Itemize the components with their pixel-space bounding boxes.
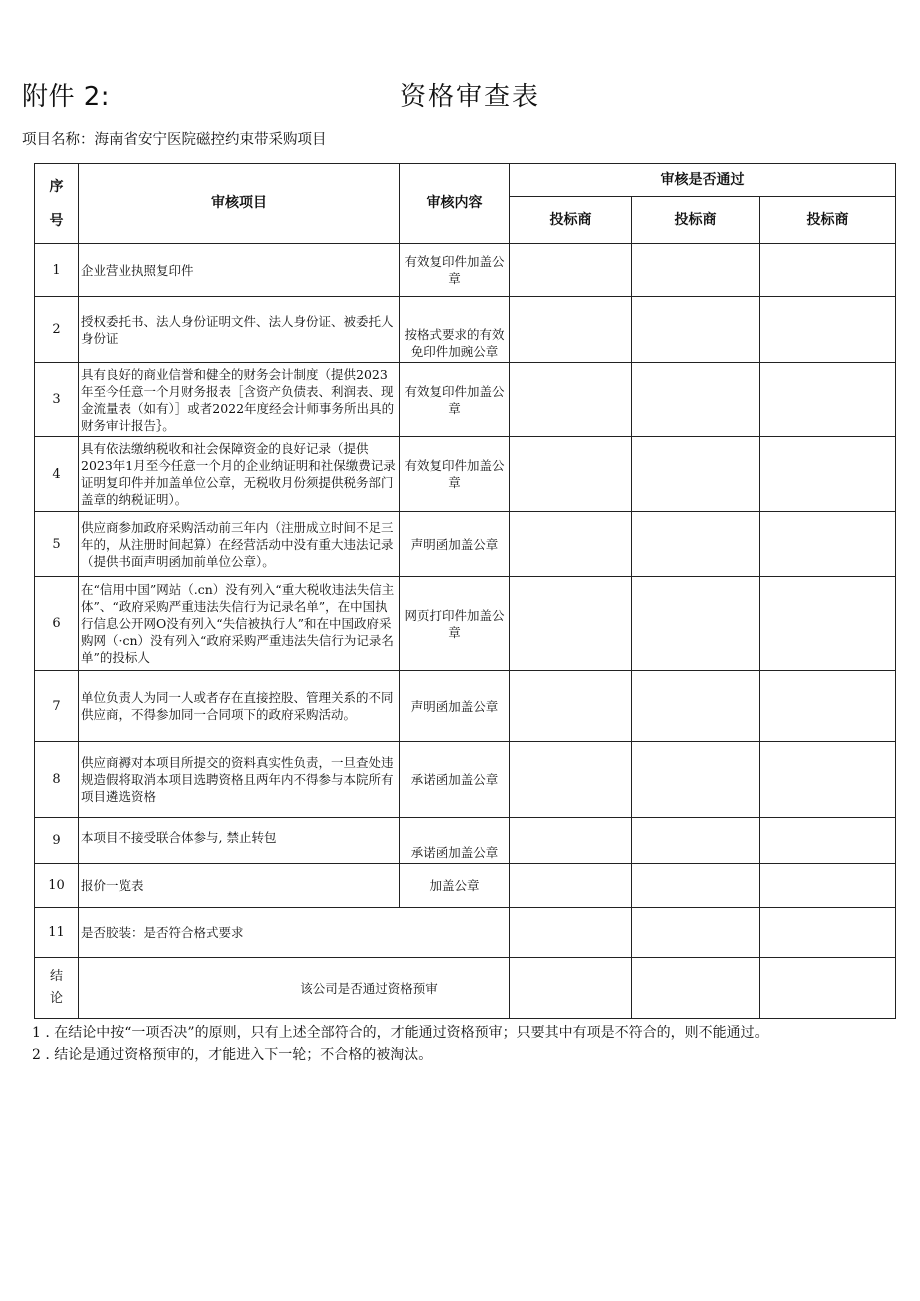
table-row xyxy=(35,512,896,577)
bidder-cell[interactable] xyxy=(760,244,896,297)
header-seq-bottom: 号 xyxy=(49,212,64,229)
row-item: 单位负责人为同一人或者存在直接控股、管理关系的不同供应商，不得参加同一合同项下的政府采购活动。 xyxy=(79,671,400,742)
header-pass: 审核是否通过 xyxy=(510,164,896,197)
project-name: 项目名称：海南省安宁医院磁控约束带采购项目 xyxy=(22,132,327,148)
conclusion-label xyxy=(35,958,79,1019)
bidder-cell[interactable] xyxy=(510,818,632,864)
notes xyxy=(32,1022,769,1066)
header-bidder-3: 投标商 xyxy=(760,197,896,244)
row-content: 承诺函加盖公章 xyxy=(400,818,510,864)
row-item: 是否胶装：是否符合格式要求 xyxy=(79,908,510,958)
row-content: 网页打印件加盖公章 xyxy=(400,577,510,671)
header-seq-top: 序 xyxy=(49,178,64,195)
bidder-cell[interactable] xyxy=(632,671,760,742)
qualification-review-table xyxy=(34,163,896,1019)
bidder-cell[interactable] xyxy=(510,437,632,512)
row-number: 1 xyxy=(35,244,79,297)
conclusion-text: 该公司是否通过资格预审 xyxy=(79,958,510,1019)
bidder-cell[interactable] xyxy=(632,512,760,577)
row-number: 5 xyxy=(35,512,79,577)
row-item: 授权委托书、法人身份证明文件、法人身份证、被委托人身份证 xyxy=(79,297,400,363)
bidder-cell[interactable] xyxy=(760,297,896,363)
row-number: 11 xyxy=(35,908,79,958)
bidder-cell[interactable] xyxy=(760,671,896,742)
row-item: 本项目不接受联合体参与, 禁止转包 xyxy=(79,818,400,864)
bidder-cell[interactable] xyxy=(510,363,632,437)
row-number: 4 xyxy=(35,437,79,512)
bidder-cell[interactable] xyxy=(510,577,632,671)
conclusion-label-top: 结 xyxy=(49,969,63,984)
row-content: 有效复印件加盖公章 xyxy=(400,244,510,297)
bidder-cell[interactable] xyxy=(632,864,760,908)
header-bidder-1: 投标商 xyxy=(510,197,632,244)
conclusion-label-bottom: 论 xyxy=(49,991,63,1006)
row-content: 承诺函加盖公章 xyxy=(400,742,510,818)
row-item: 供应商褥对本项目所提交的资料真实性负责，一旦查处违规造假将取消本项目选聘资格且两年内不得参与本院所有项目遴选资格 xyxy=(79,742,400,818)
row-number: 8 xyxy=(35,742,79,818)
row-content: 有效复印件加盖公章 xyxy=(400,363,510,437)
bidder-cell[interactable] xyxy=(510,864,632,908)
conclusion-bidder-cell[interactable] xyxy=(760,958,896,1019)
row-content: 按格式要求的有效免印件加豌公章 xyxy=(400,297,510,363)
table-row xyxy=(35,577,896,671)
row-content: 声明函加盖公章 xyxy=(400,512,510,577)
bidder-cell[interactable] xyxy=(510,244,632,297)
bidder-cell[interactable] xyxy=(632,818,760,864)
bidder-cell[interactable] xyxy=(510,512,632,577)
row-number: 3 xyxy=(35,363,79,437)
table-row xyxy=(35,437,896,512)
bidder-cell[interactable] xyxy=(760,577,896,671)
conclusion-bidder-cell[interactable] xyxy=(632,958,760,1019)
row-number: 7 xyxy=(35,671,79,742)
note-2: 2 . 结论是通过资格预审的，才能进入下一轮；不合格的被淘汰。 xyxy=(32,1047,433,1063)
row-item: 报价一览表 xyxy=(79,864,400,908)
row-item: 具有良好的商业信誉和健全的财务会计制度（提供2023年至今任意一个月财务报表［含资产负债表、利润表、现金流量表（如有）］或者2022年度经会计师事务所出具的财务审计报告｝。 xyxy=(79,363,400,437)
document-title: 资格审查表 xyxy=(400,82,541,112)
bidder-cell[interactable] xyxy=(760,742,896,818)
bidder-cell[interactable] xyxy=(632,244,760,297)
row-item: 企业营业执照复印件 xyxy=(79,244,400,297)
table-row xyxy=(35,818,896,864)
row-number: 9 xyxy=(35,818,79,864)
row-item: 在“信用中国”网站（.cn）没有列入“重大税收违法失信主体”、“政府采购严重违法失信行为记录名单”，在中国执行信息公开网O没有列入“失信被执行人”和在中国政府采购网（·cn）没有列入“政府采购严重违法失信行为记录名单”的投标人 xyxy=(79,577,400,671)
bidder-cell[interactable] xyxy=(632,908,760,958)
table-row xyxy=(35,363,896,437)
bidder-cell[interactable] xyxy=(510,297,632,363)
row-number: 6 xyxy=(35,577,79,671)
row-item: 供应商参加政府采购活动前三年内（注册成立时间不足三年的，从注册时间起算）在经营活动中没有重大违法记录（提供书面声明函加前单位公章）。 xyxy=(79,512,400,577)
bidder-cell[interactable] xyxy=(510,671,632,742)
row-number: 10 xyxy=(35,864,79,908)
header-bidder-2: 投标商 xyxy=(632,197,760,244)
row-item: 具有依法缴纳税收和社会保障资金的良好记录（提供2023年1月至今任意一个月的企业纳证明和社保缴费记录证明复印件并加盖单位公章，无税收月份须提供税务部门盖章的纳税证明）。 xyxy=(79,437,400,512)
table-row xyxy=(35,297,896,363)
attachment-label: 附件 2: xyxy=(22,82,111,112)
bidder-cell[interactable] xyxy=(760,908,896,958)
bidder-cell[interactable] xyxy=(510,742,632,818)
bidder-cell[interactable] xyxy=(760,818,896,864)
table-row xyxy=(35,244,896,297)
row-number: 2 xyxy=(35,297,79,363)
bidder-cell[interactable] xyxy=(632,577,760,671)
row-content: 声明函加盖公章 xyxy=(400,671,510,742)
bidder-cell[interactable] xyxy=(760,864,896,908)
bidder-cell[interactable] xyxy=(632,297,760,363)
row-content: 加盖公章 xyxy=(400,864,510,908)
row-content: 有效复印件加盖公章 xyxy=(400,437,510,512)
header-content: 审核内容 xyxy=(400,164,510,244)
conclusion-row xyxy=(35,958,896,1019)
table-row xyxy=(35,908,896,958)
bidder-cell[interactable] xyxy=(632,742,760,818)
bidder-cell[interactable] xyxy=(760,512,896,577)
table-row xyxy=(35,864,896,908)
bidder-cell[interactable] xyxy=(632,437,760,512)
note-1: 1 . 在结论中按“一项否决”的原则，只有上述全部符合的，才能通过资格预审；只要其中有项是不符合的，则不能通过。 xyxy=(32,1025,769,1041)
bidder-cell[interactable] xyxy=(760,363,896,437)
header-item: 审核项目 xyxy=(79,164,400,244)
bidder-cell[interactable] xyxy=(632,363,760,437)
header-seq xyxy=(35,164,79,244)
table-row xyxy=(35,742,896,818)
bidder-cell[interactable] xyxy=(760,437,896,512)
table-row xyxy=(35,671,896,742)
conclusion-bidder-cell[interactable] xyxy=(510,958,632,1019)
bidder-cell[interactable] xyxy=(510,908,632,958)
